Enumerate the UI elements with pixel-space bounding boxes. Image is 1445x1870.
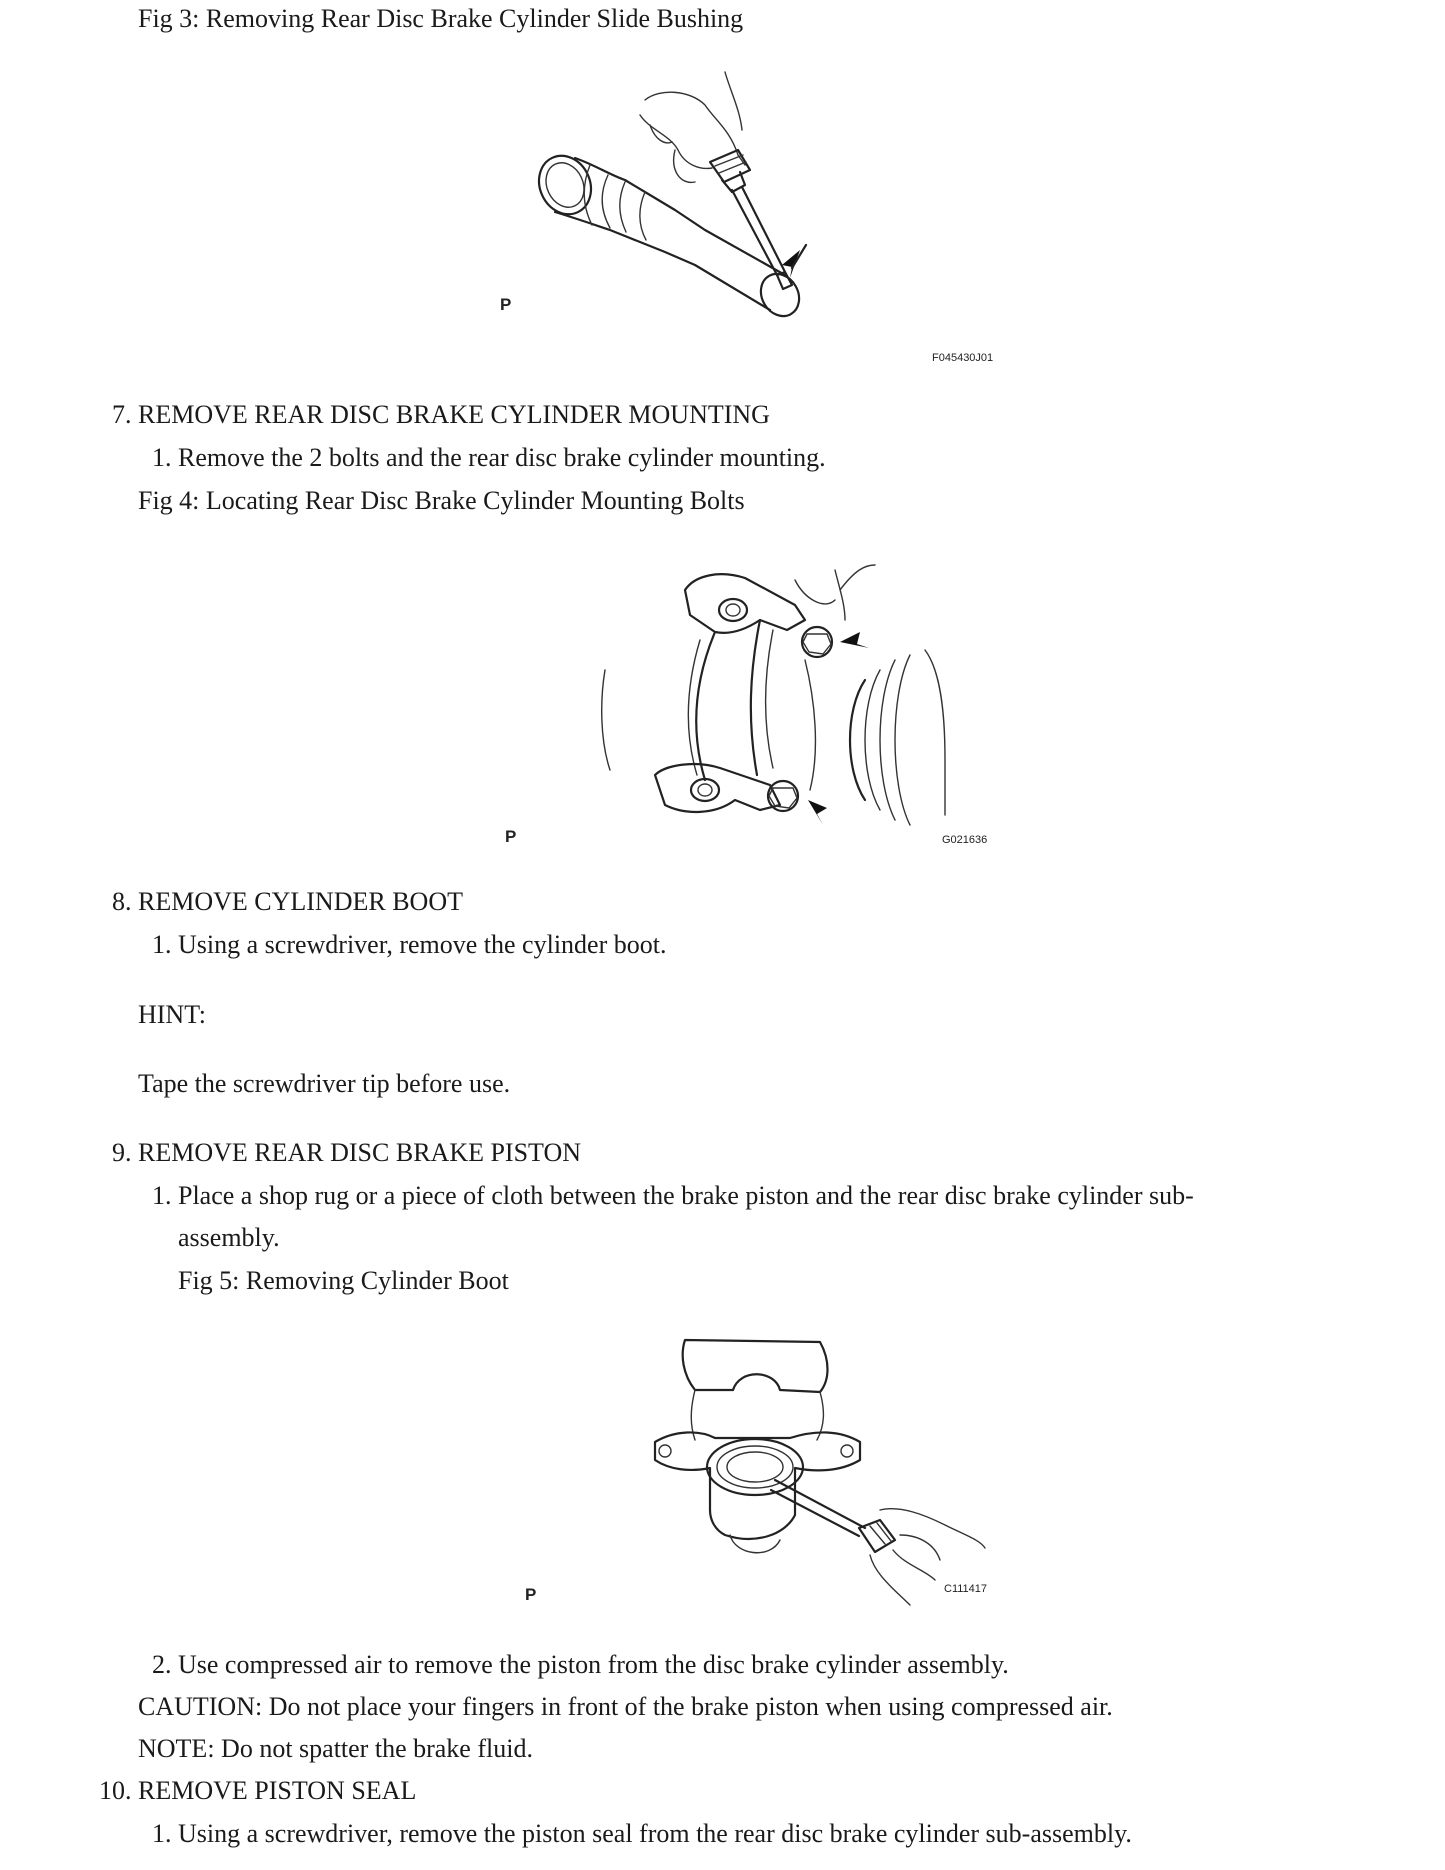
step9-heading: 9. REMOVE REAR DISC BRAKE PISTON [112, 1138, 582, 1167]
step8-hint-label: HINT: [138, 1000, 207, 1029]
step10-heading: 10. REMOVE PISTON SEAL [99, 1776, 417, 1805]
step8-substep-1: 1. Using a screwdriver, remove the cylinder boot. [152, 930, 667, 959]
figure-marker: P [500, 295, 512, 314]
step9-caution: CAUTION: Do not place your fingers in front of the brake piston when using compressed air. [138, 1692, 1113, 1721]
fig3-marker-anchor [500, 292, 530, 293]
figure-marker: P [505, 827, 517, 846]
fig3-code: F045430J01 [932, 352, 994, 364]
fig5-caption: Fig 5: Removing Cylinder Boot [178, 1266, 509, 1295]
fig4-code: G021636 [942, 834, 988, 846]
step10-substep-1: 1. Using a screwdriver, remove the piston seal from the rear disc brake cylinder sub-assembly. [152, 1819, 1132, 1848]
step9-note: NOTE: Do not spatter the brake fluid. [138, 1734, 533, 1763]
fig5-code: C111417 [944, 1583, 988, 1595]
fig3-illustration [500, 70, 980, 360]
fig4-caption: Fig 4: Locating Rear Disc Brake Cylinder Mounting Bolts [138, 486, 745, 515]
step9-substep-1-line2: assembly. [178, 1223, 280, 1252]
step7-substep-1: 1. Remove the 2 bolts and the rear disc brake cylinder mounting. [152, 443, 826, 472]
fig3-caption: Fig 3: Removing Rear Disc Brake Cylinder Slide Bushing [138, 4, 744, 33]
step8-hint-text: Tape the screwdriver tip before use. [138, 1069, 511, 1098]
step7-heading: 7. REMOVE REAR DISC BRAKE CYLINDER MOUNTING [112, 400, 770, 429]
step9-substep-2: 2. Use compressed air to remove the piston from the disc brake cylinder assembly. [152, 1650, 1009, 1679]
fig4-illustration [505, 560, 988, 860]
fig5-illustration [525, 1330, 1005, 1620]
figure-marker: P [525, 1585, 537, 1604]
step8-heading: 8. REMOVE CYLINDER BOOT [112, 887, 463, 916]
step9-substep-1-line1: 1. Place a shop rug or a piece of cloth between the brake piston and the rear disc brake cylinder sub- [152, 1181, 1194, 1210]
